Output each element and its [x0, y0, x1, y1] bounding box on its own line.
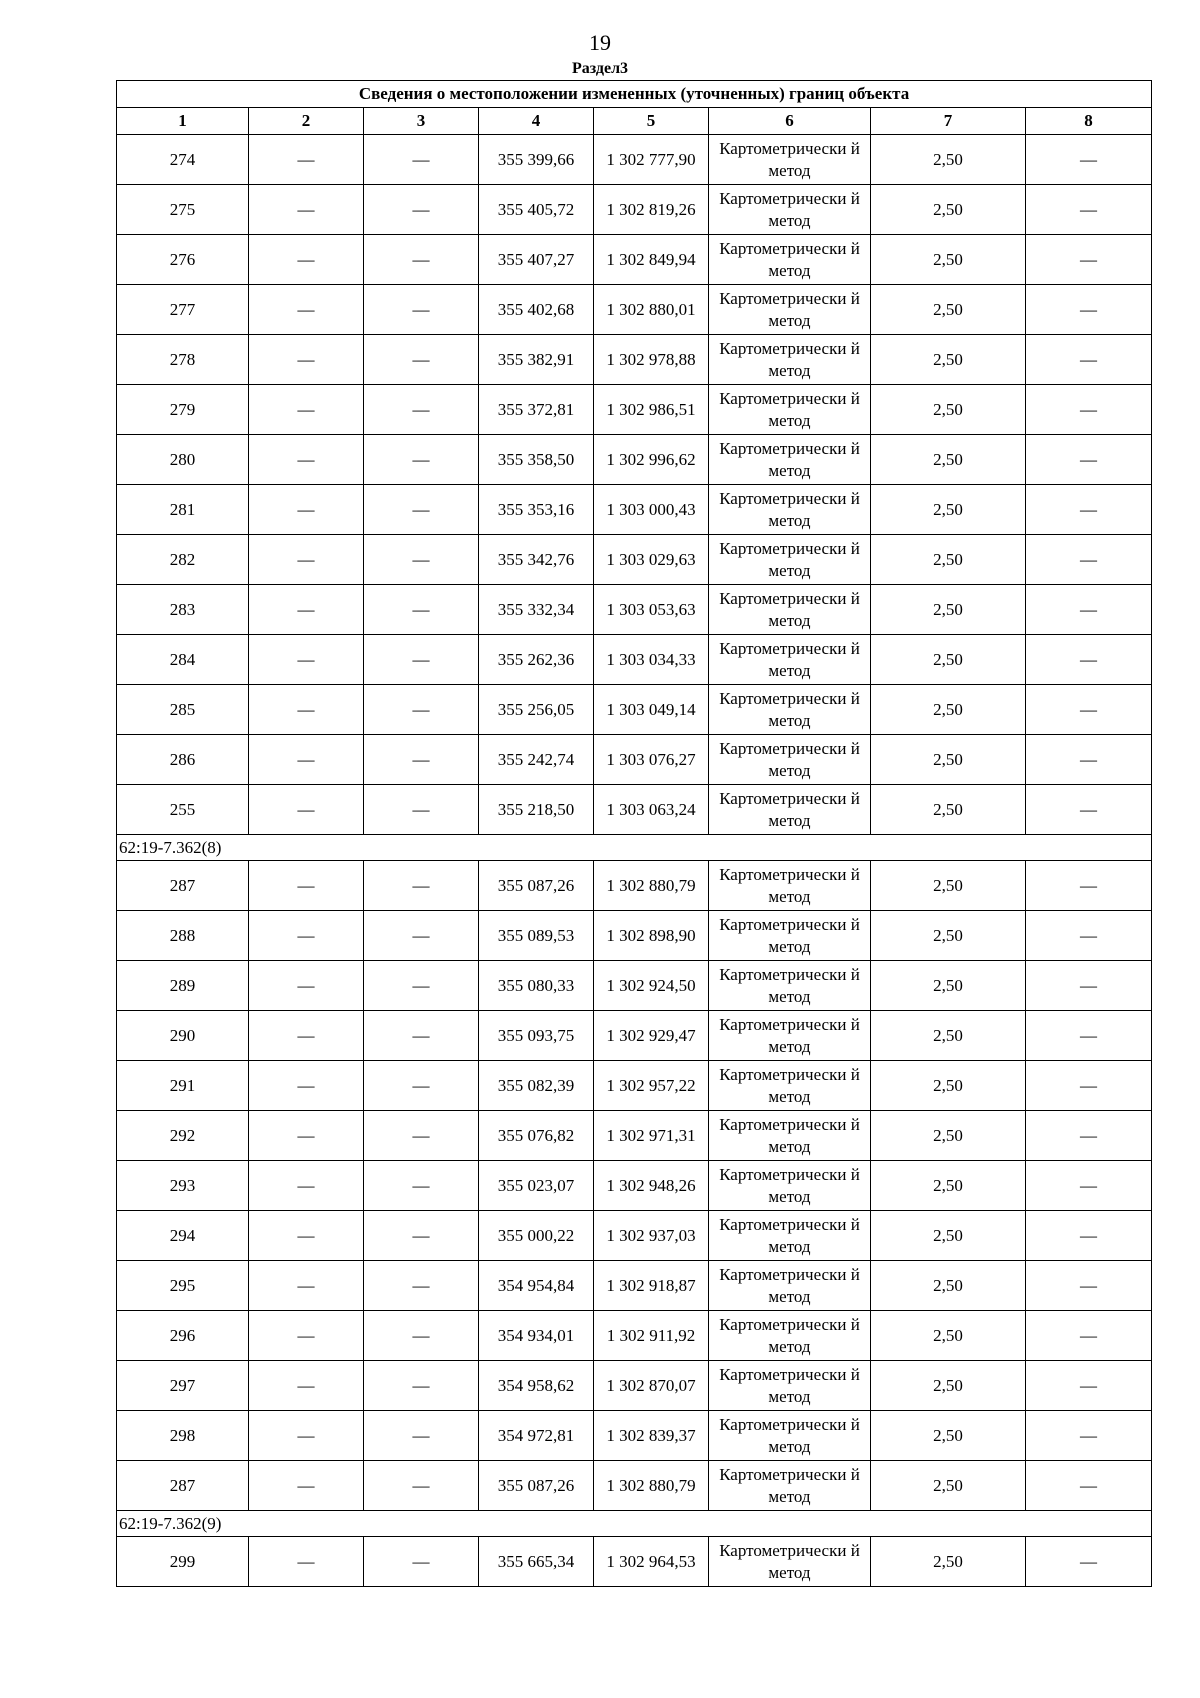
column-2-cell: — — [249, 1461, 364, 1511]
accuracy-cell: 2,50 — [871, 961, 1026, 1011]
table-row — [117, 1537, 1152, 1587]
y-coordinate-cell: 1 302 937,03 — [594, 1211, 709, 1261]
x-coordinate-cell: 355 023,07 — [479, 1161, 594, 1211]
column-2-cell: — — [249, 911, 364, 961]
table-body — [117, 135, 1152, 1587]
method-cell: Картометрически й метод — [709, 235, 871, 285]
column-8-cell: — — [1026, 1537, 1152, 1587]
column-2-cell: — — [249, 685, 364, 735]
table-row — [117, 961, 1152, 1011]
method-cell: Картометрически й метод — [709, 1361, 871, 1411]
accuracy-cell: 2,50 — [871, 785, 1026, 835]
column-3-cell: — — [364, 1111, 479, 1161]
point-number-cell: 297 — [117, 1361, 249, 1411]
table-row — [117, 235, 1152, 285]
x-coordinate-cell: 354 954,84 — [479, 1261, 594, 1311]
table-row — [117, 135, 1152, 185]
column-2-cell: — — [249, 535, 364, 585]
table-row — [117, 1211, 1152, 1261]
point-number-cell: 255 — [117, 785, 249, 835]
y-coordinate-cell: 1 302 948,26 — [594, 1161, 709, 1211]
x-coordinate-cell: 355 358,50 — [479, 435, 594, 485]
column-8-cell: — — [1026, 1311, 1152, 1361]
accuracy-cell: 2,50 — [871, 1161, 1026, 1211]
accuracy-cell: 2,50 — [871, 1211, 1026, 1261]
column-number-row — [117, 108, 1152, 135]
point-number-cell: 284 — [117, 635, 249, 685]
accuracy-cell: 2,50 — [871, 135, 1026, 185]
table-row — [117, 335, 1152, 385]
x-coordinate-cell: 355 087,26 — [479, 1461, 594, 1511]
table-row — [117, 1311, 1152, 1361]
y-coordinate-cell: 1 302 978,88 — [594, 335, 709, 385]
y-coordinate-cell: 1 303 063,24 — [594, 785, 709, 835]
table-row — [117, 535, 1152, 585]
column-3-cell: — — [364, 1211, 479, 1261]
point-number-cell: 287 — [117, 1461, 249, 1511]
page-number: 19 — [589, 30, 611, 55]
column-3-cell: — — [364, 1261, 479, 1311]
column-8-cell: — — [1026, 861, 1152, 911]
x-coordinate-cell: 355 093,75 — [479, 1011, 594, 1061]
table-row — [117, 185, 1152, 235]
y-coordinate-cell: 1 302 849,94 — [594, 235, 709, 285]
table-row — [117, 285, 1152, 335]
column-3-cell: — — [364, 385, 479, 435]
x-coordinate-cell: 355 332,34 — [479, 585, 594, 635]
column-8-cell: — — [1026, 1361, 1152, 1411]
column-8-cell: — — [1026, 1111, 1152, 1161]
table-row — [117, 1061, 1152, 1111]
x-coordinate-cell: 355 405,72 — [479, 185, 594, 235]
table-row — [117, 1011, 1152, 1061]
x-coordinate-cell: 354 972,81 — [479, 1411, 594, 1461]
column-3-cell: — — [364, 335, 479, 385]
method-cell: Картометрически й метод — [709, 185, 871, 235]
column-8-cell: — — [1026, 585, 1152, 635]
point-number-cell: 282 — [117, 535, 249, 585]
accuracy-cell: 2,50 — [871, 861, 1026, 911]
accuracy-cell: 2,50 — [871, 535, 1026, 585]
point-number-cell: 278 — [117, 335, 249, 385]
x-coordinate-cell: 355 080,33 — [479, 961, 594, 1011]
accuracy-cell: 2,50 — [871, 635, 1026, 685]
method-cell: Картометрически й метод — [709, 485, 871, 535]
accuracy-cell: 2,50 — [871, 1311, 1026, 1361]
method-cell: Картометрически й метод — [709, 535, 871, 585]
column-2-cell: — — [249, 1061, 364, 1111]
column-3-cell: — — [364, 285, 479, 335]
accuracy-cell: 2,50 — [871, 335, 1026, 385]
table-row — [117, 685, 1152, 735]
y-coordinate-cell: 1 302 971,31 — [594, 1111, 709, 1161]
x-coordinate-cell: 355 342,76 — [479, 535, 594, 585]
table-row — [117, 1411, 1152, 1461]
x-coordinate-cell: 355 082,39 — [479, 1061, 594, 1111]
point-number-cell: 286 — [117, 735, 249, 785]
x-coordinate-cell: 355 218,50 — [479, 785, 594, 835]
column-2-cell: — — [249, 485, 364, 535]
column-8-cell: — — [1026, 1011, 1152, 1061]
column-3-cell: — — [364, 861, 479, 911]
column-3-cell: — — [364, 235, 479, 285]
column-3-cell: — — [364, 435, 479, 485]
point-number-cell: 289 — [117, 961, 249, 1011]
x-coordinate-cell: 355 000,22 — [479, 1211, 594, 1261]
column-8-cell: — — [1026, 1261, 1152, 1311]
accuracy-cell: 2,50 — [871, 235, 1026, 285]
point-number-cell: 285 — [117, 685, 249, 735]
contour-label-row — [117, 1511, 1152, 1537]
accuracy-cell: 2,50 — [871, 1061, 1026, 1111]
accuracy-cell: 2,50 — [871, 735, 1026, 785]
x-coordinate-cell: 355 087,26 — [479, 861, 594, 911]
column-8-cell: — — [1026, 785, 1152, 835]
column-3-cell: — — [364, 135, 479, 185]
column-2-cell: — — [249, 435, 364, 485]
column-3-cell: — — [364, 785, 479, 835]
column-3-cell: — — [364, 635, 479, 685]
point-number-cell: 296 — [117, 1311, 249, 1361]
point-number-cell: 283 — [117, 585, 249, 635]
y-coordinate-cell: 1 303 000,43 — [594, 485, 709, 535]
method-cell: Картометрически й метод — [709, 1261, 871, 1311]
column-3-cell: — — [364, 1311, 479, 1361]
y-coordinate-cell: 1 302 777,90 — [594, 135, 709, 185]
x-coordinate-cell: 355 262,36 — [479, 635, 594, 685]
column-8-cell: — — [1026, 735, 1152, 785]
y-coordinate-cell: 1 302 957,22 — [594, 1061, 709, 1111]
method-cell: Картометрически й метод — [709, 1311, 871, 1361]
contour-label-row — [117, 835, 1152, 861]
x-coordinate-cell: 355 089,53 — [479, 911, 594, 961]
method-cell: Картометрически й метод — [709, 1537, 871, 1587]
point-number-cell: 277 — [117, 285, 249, 335]
method-cell: Картометрически й метод — [709, 1061, 871, 1111]
y-coordinate-cell: 1 302 986,51 — [594, 385, 709, 435]
point-number-cell: 292 — [117, 1111, 249, 1161]
method-cell: Картометрически й метод — [709, 435, 871, 485]
x-coordinate-cell: 355 076,82 — [479, 1111, 594, 1161]
method-cell: Картометрически й метод — [709, 785, 871, 835]
column-3-cell: — — [364, 1461, 479, 1511]
column-8-cell: — — [1026, 235, 1152, 285]
x-coordinate-cell: 354 958,62 — [479, 1361, 594, 1411]
table-row — [117, 1111, 1152, 1161]
point-number-cell: 291 — [117, 1061, 249, 1111]
y-coordinate-cell: 1 303 029,63 — [594, 535, 709, 585]
table-row — [117, 785, 1152, 835]
column-2-cell: — — [249, 185, 364, 235]
column-2-cell: — — [249, 1011, 364, 1061]
y-coordinate-cell: 1 302 918,87 — [594, 1261, 709, 1311]
column-8-cell: — — [1026, 185, 1152, 235]
y-coordinate-cell: 1 302 880,79 — [594, 861, 709, 911]
column-2-cell: — — [249, 235, 364, 285]
x-coordinate-cell: 355 402,68 — [479, 285, 594, 335]
accuracy-cell: 2,50 — [871, 435, 1026, 485]
column-2-cell: — — [249, 385, 364, 435]
accuracy-cell: 2,50 — [871, 285, 1026, 335]
column-8-cell: — — [1026, 335, 1152, 385]
column-8-cell: — — [1026, 1411, 1152, 1461]
accuracy-cell: 2,50 — [871, 1537, 1026, 1587]
column-3-cell: — — [364, 961, 479, 1011]
column-8-cell: — — [1026, 285, 1152, 335]
column-3-cell: — — [364, 911, 479, 961]
column-number: 6 — [709, 108, 871, 135]
accuracy-cell: 2,50 — [871, 585, 1026, 635]
x-coordinate-cell: 355 256,05 — [479, 685, 594, 735]
point-number-cell: 295 — [117, 1261, 249, 1311]
x-coordinate-cell: 355 665,34 — [479, 1537, 594, 1587]
table-row — [117, 635, 1152, 685]
column-3-cell: — — [364, 1361, 479, 1411]
column-8-cell: — — [1026, 685, 1152, 735]
column-number: 1 — [117, 108, 249, 135]
method-cell: Картометрически й метод — [709, 1411, 871, 1461]
column-2-cell: — — [249, 961, 364, 1011]
y-coordinate-cell: 1 302 996,62 — [594, 435, 709, 485]
column-2-cell: — — [249, 135, 364, 185]
table-row — [117, 861, 1152, 911]
column-2-cell: — — [249, 1111, 364, 1161]
x-coordinate-cell: 355 372,81 — [479, 385, 594, 435]
column-3-cell: — — [364, 1161, 479, 1211]
column-8-cell: — — [1026, 1061, 1152, 1111]
table-row — [117, 911, 1152, 961]
table-row — [117, 435, 1152, 485]
point-number-cell: 293 — [117, 1161, 249, 1211]
column-8-cell: — — [1026, 535, 1152, 585]
x-coordinate-cell: 354 934,01 — [479, 1311, 594, 1361]
column-2-cell: — — [249, 1537, 364, 1587]
column-number: 7 — [871, 108, 1026, 135]
column-2-cell: — — [249, 735, 364, 785]
point-number-cell: 287 — [117, 861, 249, 911]
accuracy-cell: 2,50 — [871, 1011, 1026, 1061]
point-number-cell: 276 — [117, 235, 249, 285]
method-cell: Картометрически й метод — [709, 1211, 871, 1261]
column-number: 5 — [594, 108, 709, 135]
table-row — [117, 1461, 1152, 1511]
column-2-cell: — — [249, 635, 364, 685]
column-8-cell: — — [1026, 485, 1152, 535]
column-number: 3 — [364, 108, 479, 135]
column-3-cell: — — [364, 1537, 479, 1587]
column-3-cell: — — [364, 1411, 479, 1461]
method-cell: Картометрически й метод — [709, 685, 871, 735]
point-number-cell: 274 — [117, 135, 249, 185]
method-cell: Картометрически й метод — [709, 861, 871, 911]
y-coordinate-cell: 1 302 924,50 — [594, 961, 709, 1011]
column-2-cell: — — [249, 1361, 364, 1411]
contour-label: 62:19-7.362(8) — [117, 835, 1152, 861]
y-coordinate-cell: 1 302 839,37 — [594, 1411, 709, 1461]
column-8-cell: — — [1026, 435, 1152, 485]
y-coordinate-cell: 1 302 929,47 — [594, 1011, 709, 1061]
accuracy-cell: 2,50 — [871, 1411, 1026, 1461]
y-coordinate-cell: 1 303 049,14 — [594, 685, 709, 735]
column-3-cell: — — [364, 735, 479, 785]
column-3-cell: — — [364, 1061, 479, 1111]
y-coordinate-cell: 1 303 076,27 — [594, 735, 709, 785]
x-coordinate-cell: 355 242,74 — [479, 735, 594, 785]
column-2-cell: — — [249, 785, 364, 835]
column-2-cell: — — [249, 861, 364, 911]
point-number-cell: 299 — [117, 1537, 249, 1587]
accuracy-cell: 2,50 — [871, 185, 1026, 235]
column-8-cell: — — [1026, 135, 1152, 185]
y-coordinate-cell: 1 302 880,79 — [594, 1461, 709, 1511]
column-8-cell: — — [1026, 1461, 1152, 1511]
x-coordinate-cell: 355 407,27 — [479, 235, 594, 285]
x-coordinate-cell: 355 353,16 — [479, 485, 594, 535]
contour-label: 62:19-7.362(9) — [117, 1511, 1152, 1537]
column-2-cell: — — [249, 285, 364, 335]
table-row — [117, 585, 1152, 635]
method-cell: Картометрически й метод — [709, 635, 871, 685]
y-coordinate-cell: 1 302 898,90 — [594, 911, 709, 961]
y-coordinate-cell: 1 303 053,63 — [594, 585, 709, 635]
point-number-cell: 290 — [117, 1011, 249, 1061]
point-number-cell: 288 — [117, 911, 249, 961]
method-cell: Картометрически й метод — [709, 285, 871, 335]
boundary-coordinates-table — [116, 80, 1152, 1587]
x-coordinate-cell: 355 399,66 — [479, 135, 594, 185]
column-2-cell: — — [249, 335, 364, 385]
accuracy-cell: 2,50 — [871, 1361, 1026, 1411]
method-cell: Картометрически й метод — [709, 961, 871, 1011]
column-8-cell: — — [1026, 1211, 1152, 1261]
column-8-cell: — — [1026, 1161, 1152, 1211]
y-coordinate-cell: 1 302 870,07 — [594, 1361, 709, 1411]
table-caption: Сведения о местоположении измененных (уточненных) границ объекта — [117, 81, 1152, 108]
y-coordinate-cell: 1 302 819,26 — [594, 185, 709, 235]
column-8-cell: — — [1026, 385, 1152, 435]
column-number: 8 — [1026, 108, 1152, 135]
y-coordinate-cell: 1 303 034,33 — [594, 635, 709, 685]
table-row — [117, 385, 1152, 435]
column-2-cell: — — [249, 1411, 364, 1461]
table-row — [117, 485, 1152, 535]
column-3-cell: — — [364, 1011, 479, 1061]
method-cell: Картометрически й метод — [709, 585, 871, 635]
column-2-cell: — — [249, 585, 364, 635]
point-number-cell: 281 — [117, 485, 249, 535]
point-number-cell: 298 — [117, 1411, 249, 1461]
accuracy-cell: 2,50 — [871, 1461, 1026, 1511]
column-2-cell: — — [249, 1261, 364, 1311]
method-cell: Картометрически й метод — [709, 1161, 871, 1211]
method-cell: Картометрически й метод — [709, 1011, 871, 1061]
method-cell: Картометрически й метод — [709, 385, 871, 435]
section-title: Раздел3 — [571, 60, 629, 77]
point-number-cell: 279 — [117, 385, 249, 435]
column-3-cell: — — [364, 185, 479, 235]
table-row — [117, 1361, 1152, 1411]
accuracy-cell: 2,50 — [871, 911, 1026, 961]
y-coordinate-cell: 1 302 911,92 — [594, 1311, 709, 1361]
method-cell: Картометрически й метод — [709, 911, 871, 961]
point-number-cell: 294 — [117, 1211, 249, 1261]
column-3-cell: — — [364, 535, 479, 585]
column-2-cell: — — [249, 1161, 364, 1211]
method-cell: Картометрически й метод — [709, 135, 871, 185]
table-row — [117, 735, 1152, 785]
y-coordinate-cell: 1 302 964,53 — [594, 1537, 709, 1587]
point-number-cell: 280 — [117, 435, 249, 485]
x-coordinate-cell: 355 382,91 — [479, 335, 594, 385]
column-3-cell: — — [364, 685, 479, 735]
method-cell: Картометрически й метод — [709, 735, 871, 785]
accuracy-cell: 2,50 — [871, 485, 1026, 535]
accuracy-cell: 2,50 — [871, 385, 1026, 435]
method-cell: Картометрически й метод — [709, 1111, 871, 1161]
column-8-cell: — — [1026, 961, 1152, 1011]
column-2-cell: — — [249, 1211, 364, 1261]
accuracy-cell: 2,50 — [871, 1261, 1026, 1311]
column-3-cell: — — [364, 485, 479, 535]
method-cell: Картометрически й метод — [709, 1461, 871, 1511]
column-number: 2 — [249, 108, 364, 135]
table-row — [117, 1161, 1152, 1211]
column-8-cell: — — [1026, 911, 1152, 961]
method-cell: Картометрически й метод — [709, 335, 871, 385]
point-number-cell: 275 — [117, 185, 249, 235]
column-8-cell: — — [1026, 635, 1152, 685]
accuracy-cell: 2,50 — [871, 685, 1026, 735]
column-number: 4 — [479, 108, 594, 135]
column-2-cell: — — [249, 1311, 364, 1361]
column-3-cell: — — [364, 585, 479, 635]
accuracy-cell: 2,50 — [871, 1111, 1026, 1161]
table-row — [117, 1261, 1152, 1311]
y-coordinate-cell: 1 302 880,01 — [594, 285, 709, 335]
